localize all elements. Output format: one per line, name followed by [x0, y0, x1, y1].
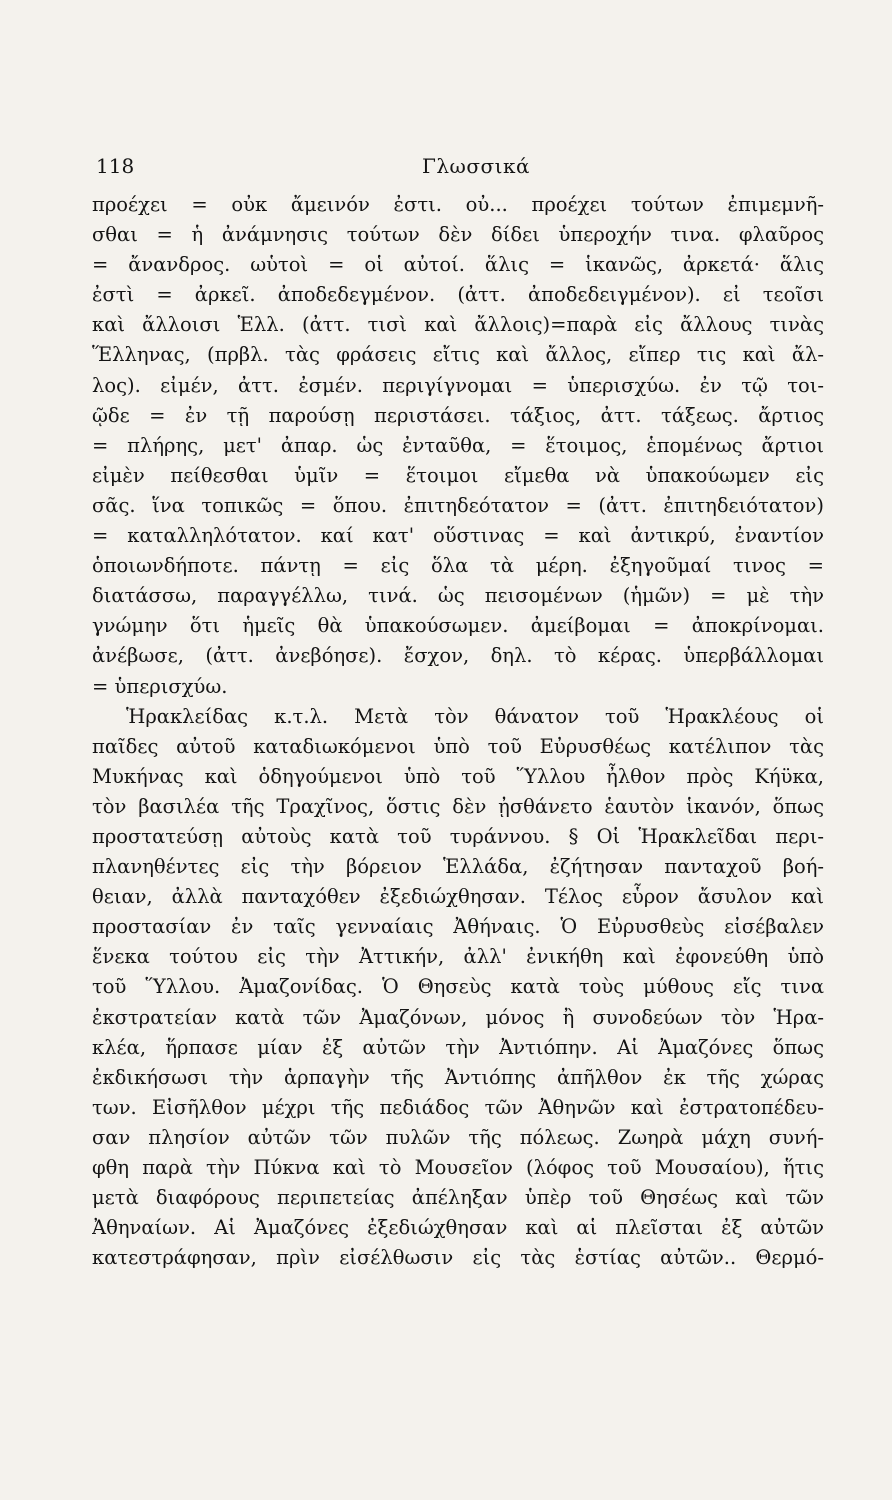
text-line: σᾶς. ἵνα τοπικῶς = ὅπου. ἐπιτηδεότατον = (ἀττ. ἐπιτηδειότατον): [92, 493, 824, 517]
text-line: κατεστράφησαν, πρὶν εἰσέλθωσιν εἰς τὰς ἑστίας αὐτῶν.. Θερμό-: [92, 1246, 824, 1270]
text-line: προστασίαν ἐν ταῖς γενναίαις Ἀθήναις. Ὁ Εὐρυσθεὺς εἰσέβαλεν: [92, 915, 824, 939]
text-line: τοῦ Ὕλλου. Ἀμαζονίδας. Ὁ Θησεὺς κατὰ τοὺς μύθους εἴς τινα: [92, 975, 824, 999]
text-line: γνώμην ὅτι ἡμεῖς θὰ ὑπακούσωμεν. ἀμείβομαι = ἀποκρίνομαι.: [92, 614, 824, 638]
text-line: = ἄνανδρος. ωὑτοὶ = οἱ αὐτοί. ἅλις = ἱκανῶς, ἀρκετά· ἅλις: [92, 253, 824, 277]
text-line: Ἡρακλείδας κ.τ.λ. Μετὰ τὸν θάνατον τοῦ Ἡρακλέους οἱ: [126, 704, 824, 728]
text-line: Μυκήνας καὶ ὁδηγούμενοι ὑπὸ τοῦ Ὕλλου ἦλθον πρὸς Κήϋκα,: [92, 764, 824, 788]
text-line: εἰμὲν πείθεσθαι ὑμῖν = ἕτοιμοι εἴμεθα νὰ ὑπακούωμεν εἰς: [92, 463, 824, 487]
text-line: Ἀθηναίων. Αἱ Ἀμαζόνες ἐξεδιώχθησαν καὶ αἱ πλεῖσται ἐξ αὐτῶν: [92, 1216, 824, 1240]
page-number: 118: [96, 154, 135, 178]
text-line: ἕνεκα τούτου εἰς τὴν Ἀττικήν, ἀλλ' ἐνικήθη καὶ ἐφονεύθη ὑπὸ: [92, 945, 824, 969]
text-line: ἐστὶ = ἀρκεῖ. ἀποδεδεγμένον. (ἀττ. ἀποδεδειγμένον). εἰ τεοῖσι: [92, 283, 824, 307]
book-page: [92, 150, 824, 1273]
text-line: μετὰ διαφόρους περιπετείας ἀπέληξαν ὑπὲρ τοῦ Θησέως καὶ τῶν: [92, 1186, 824, 1210]
page-header: [92, 150, 824, 190]
text-line: ῷδε = ἐν τῇ παρούσῃ περιστάσει. τάξιος, ἀττ. τάξεως. ἄρτιος: [92, 403, 824, 427]
text-line: κλέα, ἥρπασε μίαν ἐξ αὐτῶν τὴν Ἀντιόπην. Αἱ Ἀμαζόνες ὅπως: [92, 1035, 824, 1059]
text-line: = ὑπερισχύω.: [92, 674, 228, 698]
text-line: ὁποιωνδήποτε. πάντῃ = εἰς ὅλα τὰ μέρη. ἐξηγοῦμαί τινος =: [92, 554, 824, 578]
text-line: = πλήρης, μετ' ἀπαρ. ὡς ἐνταῦθα, = ἕτοιμος, ἑπομένως ἄρτιοι: [92, 433, 824, 457]
text-line: τὸν βασιλέα τῆς Τραχῖνος, ὅστις δὲν ᾐσθάνετο ἑαυτὸν ἱκανόν, ὅπως: [92, 794, 824, 818]
text-line: πλανηθέντες εἰς τὴν βόρειον Ἑλλάδα, ἐζήτησαν πανταχοῦ βοή-: [92, 855, 824, 879]
text-line: ἀνέβωσε, (ἀττ. ἀνεβόησε). ἔσχον, δηλ. τὸ κέρας. ὑπερβάλλομαι: [92, 644, 824, 668]
text-line: ἐκστρατείαν κατὰ τῶν Ἀμαζόνων, μόνος ἢ συνοδεύων τὸν Ἡρα-: [92, 1005, 824, 1029]
text-line: προστατεύσῃ αὐτοὺς κατὰ τοῦ τυράννου. § Οἱ Ἡρακλεῖδαι περι-: [92, 824, 824, 848]
glossary-notes: [92, 190, 824, 702]
text-line: Ἕλληνας, (πρβλ. τὰς φράσεις εἴτις καὶ ἄλλος, εἴπερ τις καὶ ἄλ-: [92, 343, 824, 367]
narrative-paragraph: [92, 702, 824, 1274]
text-line: παῖδες αὐτοῦ καταδιωκόμενοι ὑπὸ τοῦ Εὐρυσθέως κατέλιπον τὰς: [92, 734, 824, 758]
text-line: σαν πλησίον αὐτῶν τῶν πυλῶν τῆς πόλεως. Ζωηρὰ μάχη συνή-: [92, 1125, 824, 1149]
text-line: καὶ ἄλλοισι Ἑλλ. (ἀττ. τισὶ καὶ ἄλλοις)=παρὰ εἰς ἄλλους τινὰς: [92, 313, 824, 337]
text-line: = καταλληλότατον. καί κατ' οὕστινας = καὶ ἀντικρύ, ἐναντίον: [92, 524, 824, 548]
running-title: Γλωσσικά: [422, 154, 531, 178]
text-line: σθαι = ἡ ἀνάμνησις τούτων δὲν δίδει ὑπεροχήν τινα. φλαῦρος: [92, 223, 824, 247]
text-line: φθη παρὰ τὴν Πύκνα καὶ τὸ Μουσεῖον (λόφος τοῦ Μουσαίου), ἥτις: [92, 1156, 824, 1179]
text-line: θειαν, ἀλλὰ πανταχόθεν ἐξεδιώχθησαν. Τέλος εὗρον ἄσυλον καὶ: [92, 885, 824, 909]
text-line: των. Εἰσῆλθον μέχρι τῆς πεδιάδος τῶν Ἀθηνῶν καὶ ἐστρατοπέδευ-: [92, 1095, 824, 1119]
text-line: διατάσσω, παραγγέλλω, τινά. ὡς πεισομένων (ἡμῶν) = μὲ τὴν: [92, 584, 824, 608]
text-line: ἐκδικήσωσι τὴν ἁρπαγὴν τῆς Ἀντιόπης ἀπῆλθον ἐκ τῆς χώρας: [92, 1065, 824, 1089]
text-line: λος). εἰμέν, ἀττ. ἐσμέν. περιγίγνομαι = ὑπερισχύω. ἐν τῷ τοι-: [92, 373, 824, 397]
text-line: προέχει = οὐκ ἄμεινόν ἐστι. οὐ... προέχει τούτων ἐπιμεμνῆ-: [92, 193, 824, 216]
